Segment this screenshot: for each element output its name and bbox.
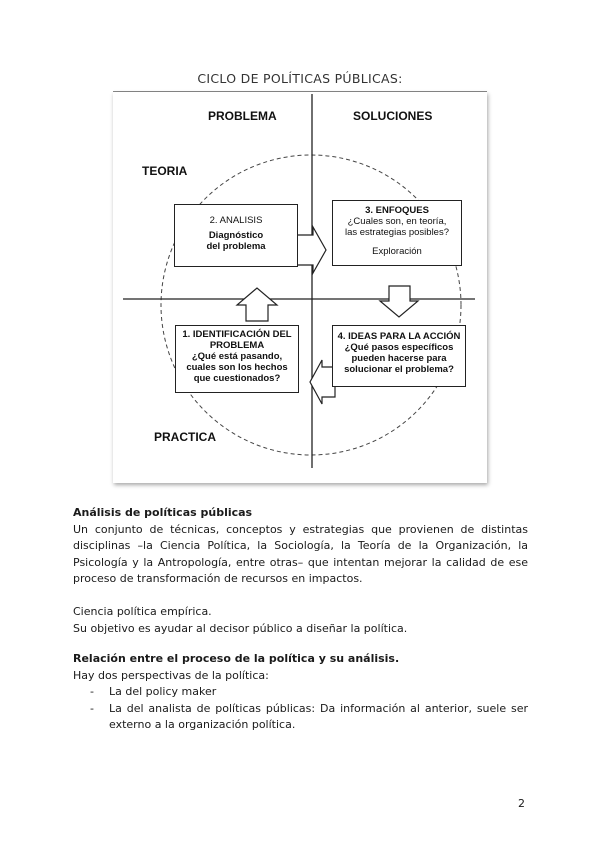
box-ideas-line2: pueden hacerse para bbox=[351, 353, 447, 364]
section-relacion-heading: Relación entre el proceso de la política y su análisis. bbox=[73, 652, 400, 665]
list-item: - La del analista de políticas públicas: Da información al anterior, suele ser externo a la organización política. bbox=[73, 701, 528, 734]
page-number: 2 bbox=[518, 797, 525, 810]
header-soluciones: SOLUCIONES bbox=[353, 109, 433, 123]
box-analisis-line1: Diagnóstico bbox=[208, 230, 264, 241]
list-item: - La del policy maker bbox=[73, 684, 528, 701]
section-analisis-heading: Análisis de políticas públicas bbox=[73, 506, 253, 519]
box-enfoques-line1: ¿Cuales son, en teoría, bbox=[347, 216, 447, 227]
arrow-down bbox=[380, 286, 418, 317]
section-analisis bbox=[73, 505, 528, 637]
section-analisis-line1: Ciencia política empírica. bbox=[73, 605, 212, 618]
diagram-graphics bbox=[113, 92, 487, 483]
box-identificacion bbox=[175, 325, 299, 393]
header-problema: PROBLEMA bbox=[208, 109, 277, 123]
box-ideas-line1: ¿Qué pasos específicos bbox=[344, 342, 454, 353]
policy-cycle-diagram bbox=[113, 92, 487, 483]
box-analisis-line2: del problema bbox=[206, 241, 266, 252]
section-relacion-intro: Hay dos perspectivas de la política: bbox=[73, 668, 269, 682]
section-relacion bbox=[73, 651, 528, 734]
label-teoria: TEORIA bbox=[142, 164, 188, 178]
box-enfoques-line2: las estrategias posibles? bbox=[344, 227, 450, 238]
box-identificacion-line1: ¿Qué está pasando, bbox=[191, 351, 283, 362]
section-analisis-line2: Su objetivo es ayudar al decisor público a diseñar la política. bbox=[73, 621, 408, 635]
perspectives-list bbox=[73, 684, 528, 734]
section-analisis-paragraph: Un conjunto de técnicas, conceptos y estrategias que provienen de distintas disciplinas –la Ciencia Política, la Sociología, la Teoría de la Organización, la Psicología y la Antropología, entre otras– que intentan mejorar la calidad de ese proceso de transformación de recursos en impactos. bbox=[73, 522, 528, 585]
box-identificacion-line2: cuales son los hechos bbox=[186, 362, 288, 373]
box-ideas-title: 4. IDEAS PARA LA ACCIÓN bbox=[337, 331, 461, 342]
box-identificacion-title1: 1. IDENTIFICACIÓN DEL bbox=[182, 329, 292, 340]
box-enfoques-title: 3. ENFOQUES bbox=[365, 205, 429, 216]
box-identificacion-line3: que cuestionados? bbox=[193, 373, 281, 384]
box-analisis-title: 2. ANALISIS bbox=[209, 215, 263, 226]
box-ideas-accion bbox=[332, 325, 466, 387]
box-analisis bbox=[174, 204, 298, 267]
box-ideas-line3: solucionar el problema? bbox=[344, 364, 454, 375]
label-practica: PRACTICA bbox=[154, 430, 216, 444]
box-enfoques-line3: Exploración bbox=[372, 246, 422, 257]
box-identificacion-title2: PROBLEMA bbox=[209, 340, 265, 351]
page-title: CICLO DE POLÍTICAS PÚBLICAS: bbox=[197, 71, 403, 86]
box-enfoques bbox=[332, 200, 462, 266]
arrow-up bbox=[237, 288, 277, 321]
